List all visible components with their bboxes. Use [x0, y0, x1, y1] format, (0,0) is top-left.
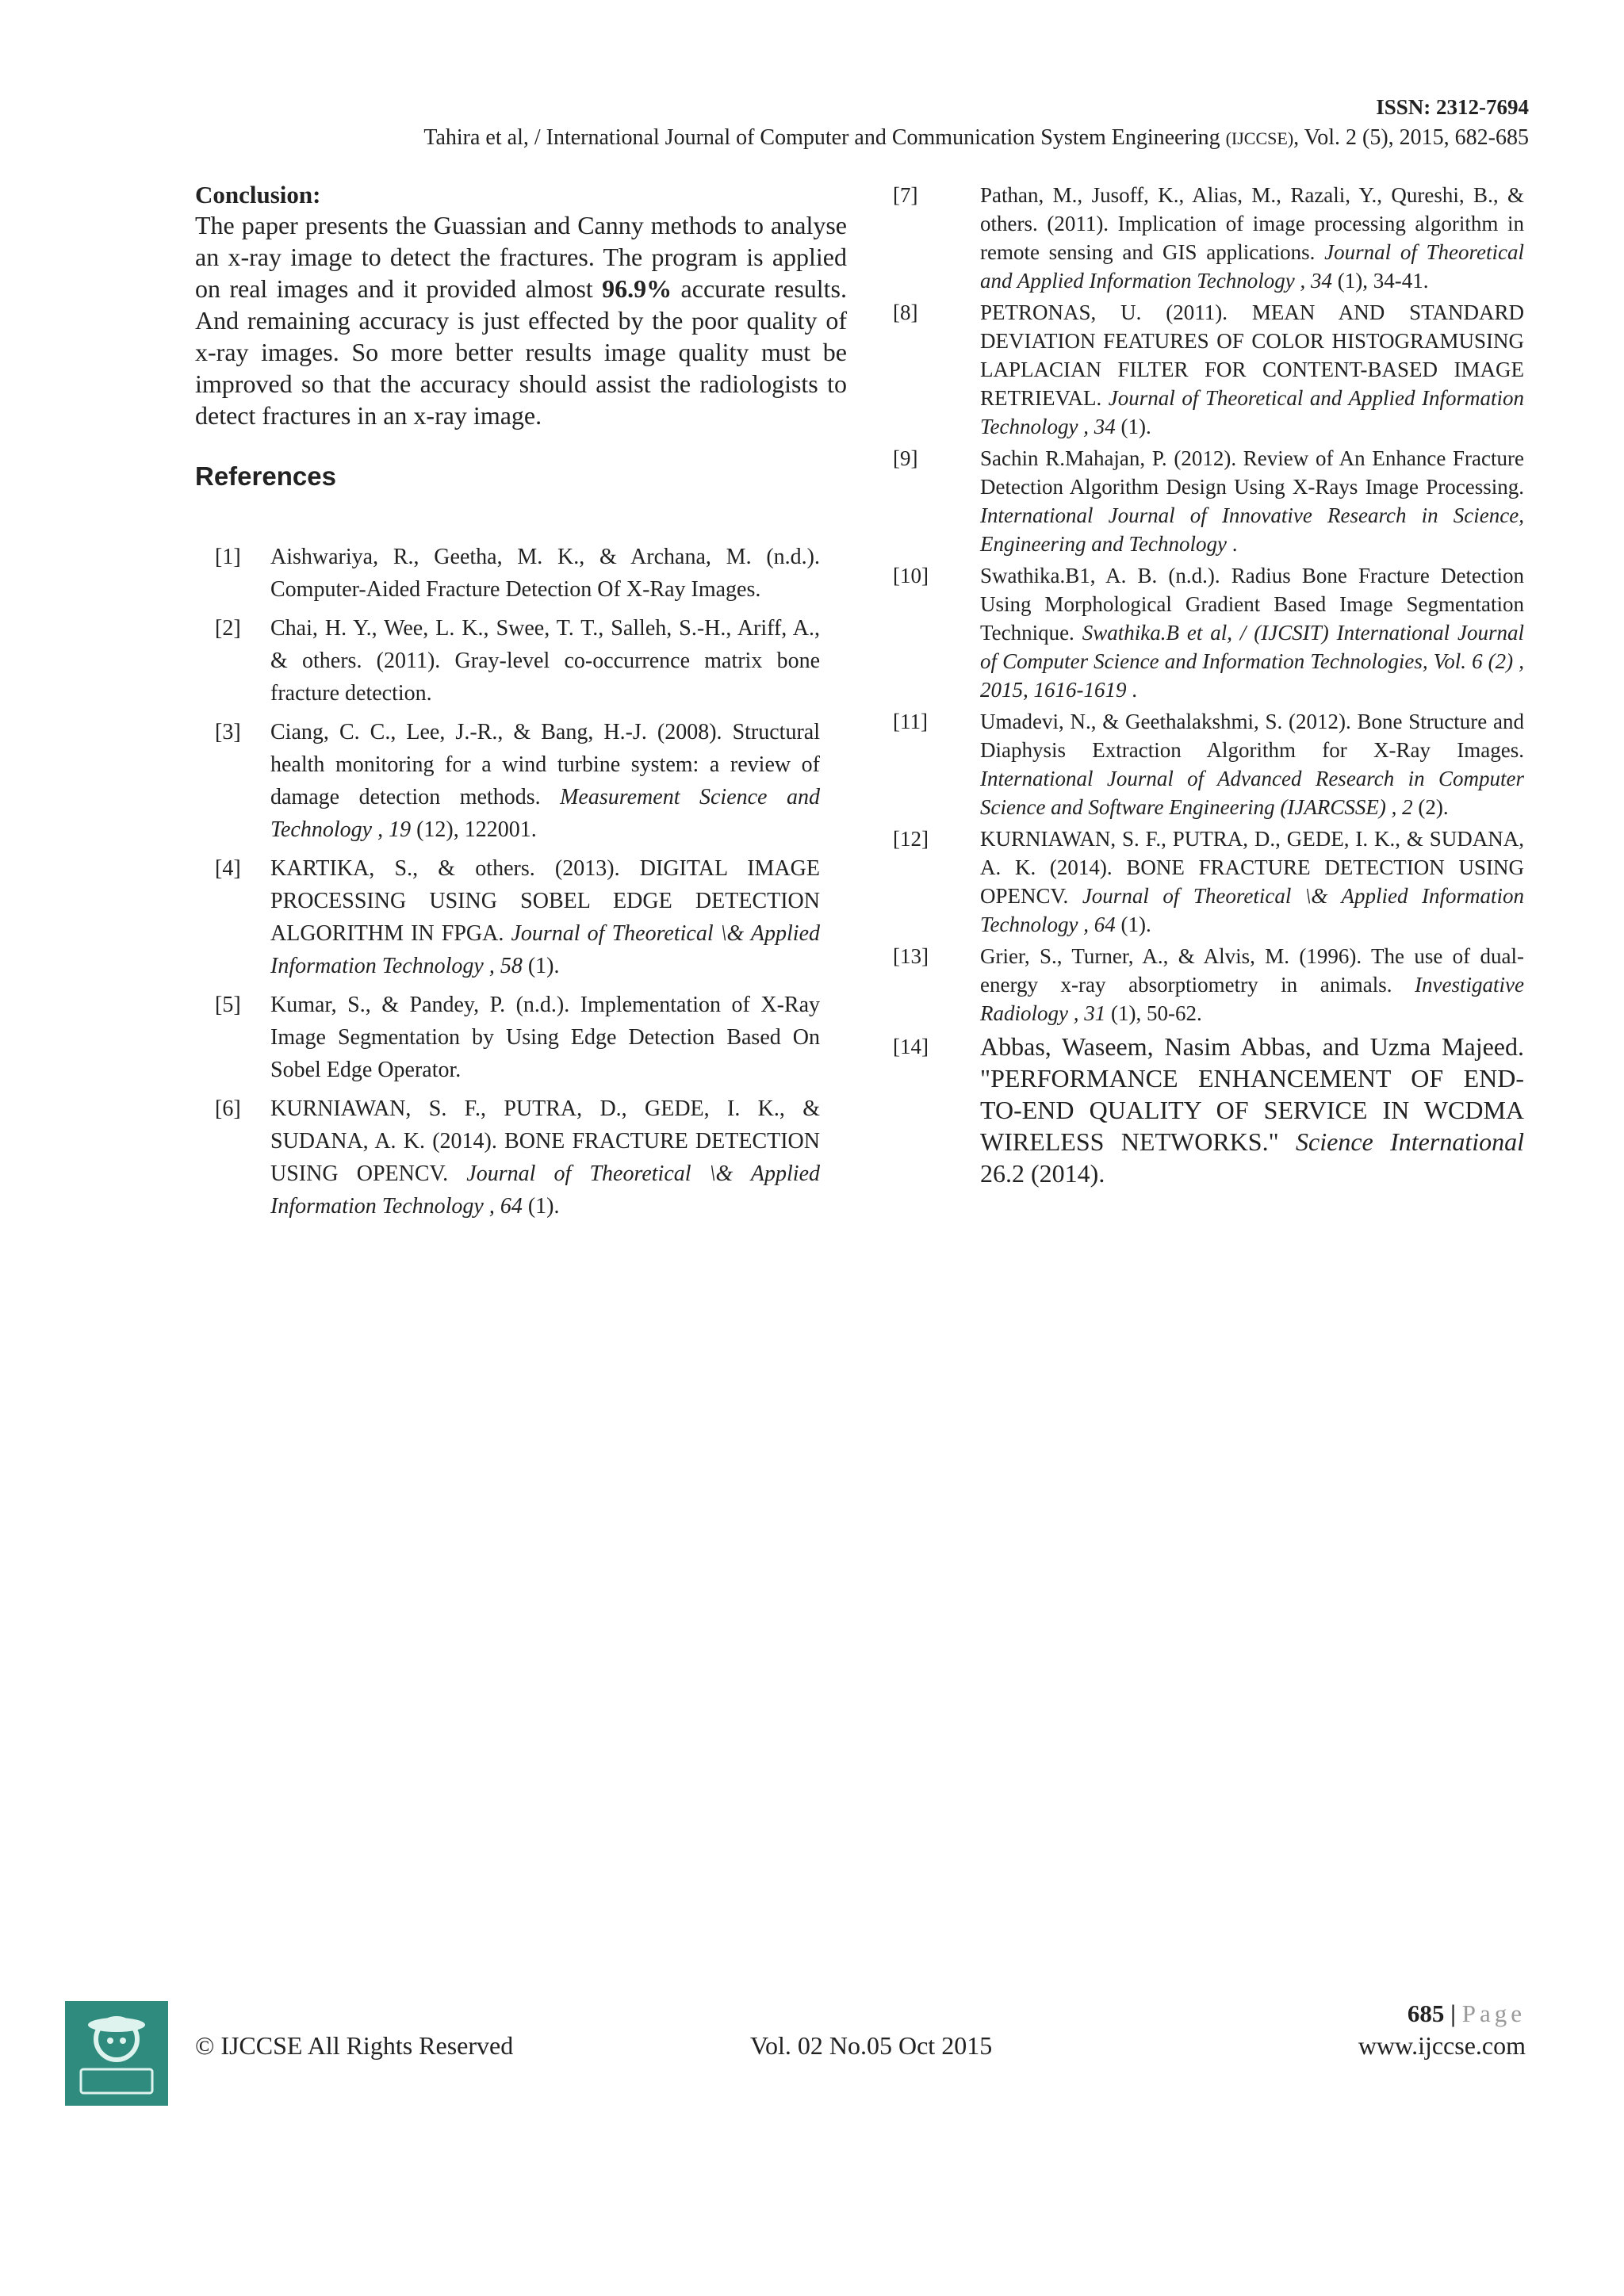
reference-item [195, 1093, 847, 1223]
volume-info: Vol. 02 No.05 Oct 2015 [750, 2031, 993, 2060]
issn: ISSN: 2312-7694 [1376, 95, 1529, 119]
reference-body: Kumar, S., & Pandey, P. (n.d.). Implementation of X-Ray Image Segmentation by Using Edge Detection Based On Sobel Edge Operator. [270, 993, 820, 1082]
reference-source: Journal of Theoretical and Applied Information Technology , 34 [980, 386, 1524, 438]
reference-body: Chai, H. Y., Wee, L. K., Swee, T. T., Salleh, S.-H., Ariff, A., & others. (2011). Gray-level co-occurrence matrix bone fracture detection. [270, 616, 820, 706]
reference-text [980, 561, 1524, 704]
reference-item [882, 1031, 1524, 1189]
reference-number: [9] [893, 446, 918, 470]
running-header-main: Tahira et al, / International Journal of Computer and Communication System Engineering [423, 125, 1226, 150]
reference-tail: 26.2 (2014). [980, 1159, 1105, 1188]
reference-item [195, 852, 847, 982]
reference-text [270, 541, 820, 606]
reference-number: [2] [215, 616, 241, 641]
conclusion-text-2: accurate results. And remaining accuracy is just effected by the poor quality of x-ray images. So more better results image quality must be improved so that the accuracy should assist the radiologists to detect fractures in an x-ray image. [195, 274, 847, 430]
reference-tail: (1). [522, 1194, 560, 1219]
reference-source: Investigative Radiology , 31 [980, 973, 1524, 1025]
reference-tail: (1), 50-62. [1105, 1001, 1202, 1025]
conclusion-paragraph [195, 209, 847, 431]
running-header [423, 125, 1529, 151]
reference-source: International Journal of Innovative Research in Science, Engineering and Technology [980, 503, 1524, 556]
page-separator: | [1444, 1999, 1462, 2027]
conclusion-heading: Conclusion: [195, 181, 321, 209]
reference-text [270, 989, 820, 1086]
reference-text [980, 825, 1524, 939]
reference-body: Aishwariya, R., Geetha, M. K., & Archana, M. (n.d.). Computer-Aided Fracture Detection Of X-Ray Images. [270, 545, 820, 602]
accuracy-value: 96.9% [602, 274, 672, 303]
left-column [195, 181, 847, 1229]
reference-number: [14] [893, 1035, 929, 1058]
reference-tail: (2). [1412, 795, 1449, 819]
reference-body: KURNIAWAN, S. F., PUTRA, D., GEDE, I. K., & SUDANA, A. K. (2014). BONE FRACTURE DETECTION USING OPENCV. [270, 1096, 820, 1186]
website: www.ijccse.com [1358, 2031, 1526, 2060]
reference-body: KARTIKA, S., & others. (2013). DIGITAL IMAGE PROCESSING USING SOBEL EDGE DETECTION ALGORITHM IN FPGA. [270, 856, 820, 946]
running-header-volume: , Vol. 2 (5), 2015, 682-685 [1293, 125, 1529, 150]
reference-text [980, 298, 1524, 441]
reference-text [270, 612, 820, 710]
page-number [1408, 1999, 1526, 2028]
conclusion-text-1: The paper presents the Guassian and Canny methods to analyse an x-ray image to detect the fractures. The program is applied on real images and it provided almost [195, 211, 847, 303]
reference-number: [7] [893, 183, 918, 207]
reference-source: Journal of Theoretical \& Applied Information Technology , 64 [980, 884, 1524, 936]
ijccse-logo [65, 2001, 168, 2106]
reference-text [980, 444, 1524, 558]
reference-body: Swathika.B1, A. B. (n.d.). Radius Bone Fracture Detection Using Morphological Gradient Based Image Segmentation Technique. [980, 564, 1524, 645]
reference-text [980, 707, 1524, 821]
page-number-value: 685 [1407, 1999, 1445, 2027]
reference-tail: (1). [1115, 913, 1151, 936]
reference-body: Abbas, Waseem, Nasim Abbas, and Uzma Majeed. "PERFORMANCE ENHANCEMENT OF END-TO-END QUALITY OF SERVICE IN WCDMA WIRELESS NETWORKS." [980, 1032, 1524, 1156]
reference-item [882, 825, 1524, 939]
reference-tail: (1), 34-41. [1331, 269, 1429, 293]
reference-source: Journal of Theoretical and Applied Information Technology , 34 [980, 240, 1524, 293]
reference-item [882, 444, 1524, 558]
reference-number: [13] [893, 944, 929, 968]
reference-tail: (1). [522, 954, 560, 978]
reference-body: Grier, S., Turner, A., & Alvis, M. (1996). The use of dual-energy x-ray absorptiometry in animals. [980, 944, 1524, 997]
reference-item [882, 298, 1524, 441]
reference-body: Umadevi, N., & Geethalakshmi, S. (2012). Bone Structure and Diaphysis Extraction Algorithm for X-Ray Images. [980, 710, 1524, 762]
reference-body: KURNIAWAN, S. F., PUTRA, D., GEDE, I. K., & SUDANA, A. K. (2014). BONE FRACTURE DETECTION USING OPENCV. [980, 827, 1524, 908]
reference-text [270, 716, 820, 846]
reference-number: [11] [893, 710, 928, 733]
reference-item [195, 989, 847, 1086]
reference-number: [6] [215, 1096, 241, 1121]
reference-text [980, 181, 1524, 295]
reference-number: [10] [893, 564, 929, 587]
reference-tail: (12), 122001. [411, 817, 537, 842]
reference-source: Swathika.B et al, / (IJCSIT) International Journal of Computer Science and Information Technologies, Vol. 6 (2) , 2015, 1616-1619 [980, 621, 1525, 702]
reference-item [882, 707, 1524, 821]
reference-source: Measurement Science and Technology , 19 [270, 785, 820, 842]
reference-text [270, 1093, 820, 1223]
reference-tail: (1). [1115, 415, 1151, 438]
reference-body: Sachin R.Mahajan, P. (2012). Review of An Enhance Fracture Detection Algorithm Design Using X-Rays Image Processing. [980, 446, 1524, 499]
reference-item [195, 612, 847, 710]
reference-number: [3] [215, 720, 241, 744]
reference-number: [5] [215, 993, 241, 1017]
page-word: Page [1461, 1999, 1526, 2027]
reference-number: [8] [893, 300, 918, 324]
reference-number: [4] [215, 856, 241, 881]
reference-body: Ciang, C. C., Lee, J.-R., & Bang, H.-J. (2008). Structural health monitoring for a wind turbine system: a review of damage detection methods. [270, 720, 820, 809]
reference-tail: . [1226, 532, 1238, 556]
reference-source: Science International [1296, 1127, 1525, 1156]
reference-item [882, 561, 1524, 704]
reference-body: PETRONAS, U. (2011). MEAN AND STANDARD DEVIATION FEATURES OF COLOR HISTOGRAMUSING LAPLACIAN FILTER FOR CONTENT-BASED IMAGE RETRIEVAL. [980, 300, 1524, 410]
running-header-abbrev: (IJCCSE) [1225, 128, 1294, 148]
reference-tail: . [1126, 678, 1137, 702]
reference-source: Journal of Theoretical \& Applied Information Technology , 64 [270, 1161, 820, 1219]
reference-source: International Journal of Advanced Research in Computer Science and Software Engineering (IJARCSSE) , 2 [980, 767, 1524, 819]
reference-text [980, 942, 1524, 1027]
copyright: © IJCCSE All Rights Reserved [195, 2031, 514, 2060]
reference-source: Journal of Theoretical \& Applied Information Technology , 58 [270, 921, 821, 978]
reference-text [270, 852, 820, 982]
reference-body: Pathan, M., Jusoff, K., Alias, M., Razali, Y., Qureshi, B., & others. (2011). Implication of image processing algorithm in remote sensing and GIS applications. [980, 183, 1524, 264]
logo-graphic [65, 2001, 168, 2106]
reference-number: [12] [893, 827, 929, 851]
reference-number: [1] [215, 545, 241, 569]
reference-item [195, 541, 847, 606]
references-heading: References [195, 461, 336, 491]
reference-item [882, 942, 1524, 1027]
reference-item [882, 181, 1524, 295]
right-column [882, 181, 1524, 1192]
reference-item [195, 716, 847, 846]
reference-text [980, 1031, 1524, 1189]
